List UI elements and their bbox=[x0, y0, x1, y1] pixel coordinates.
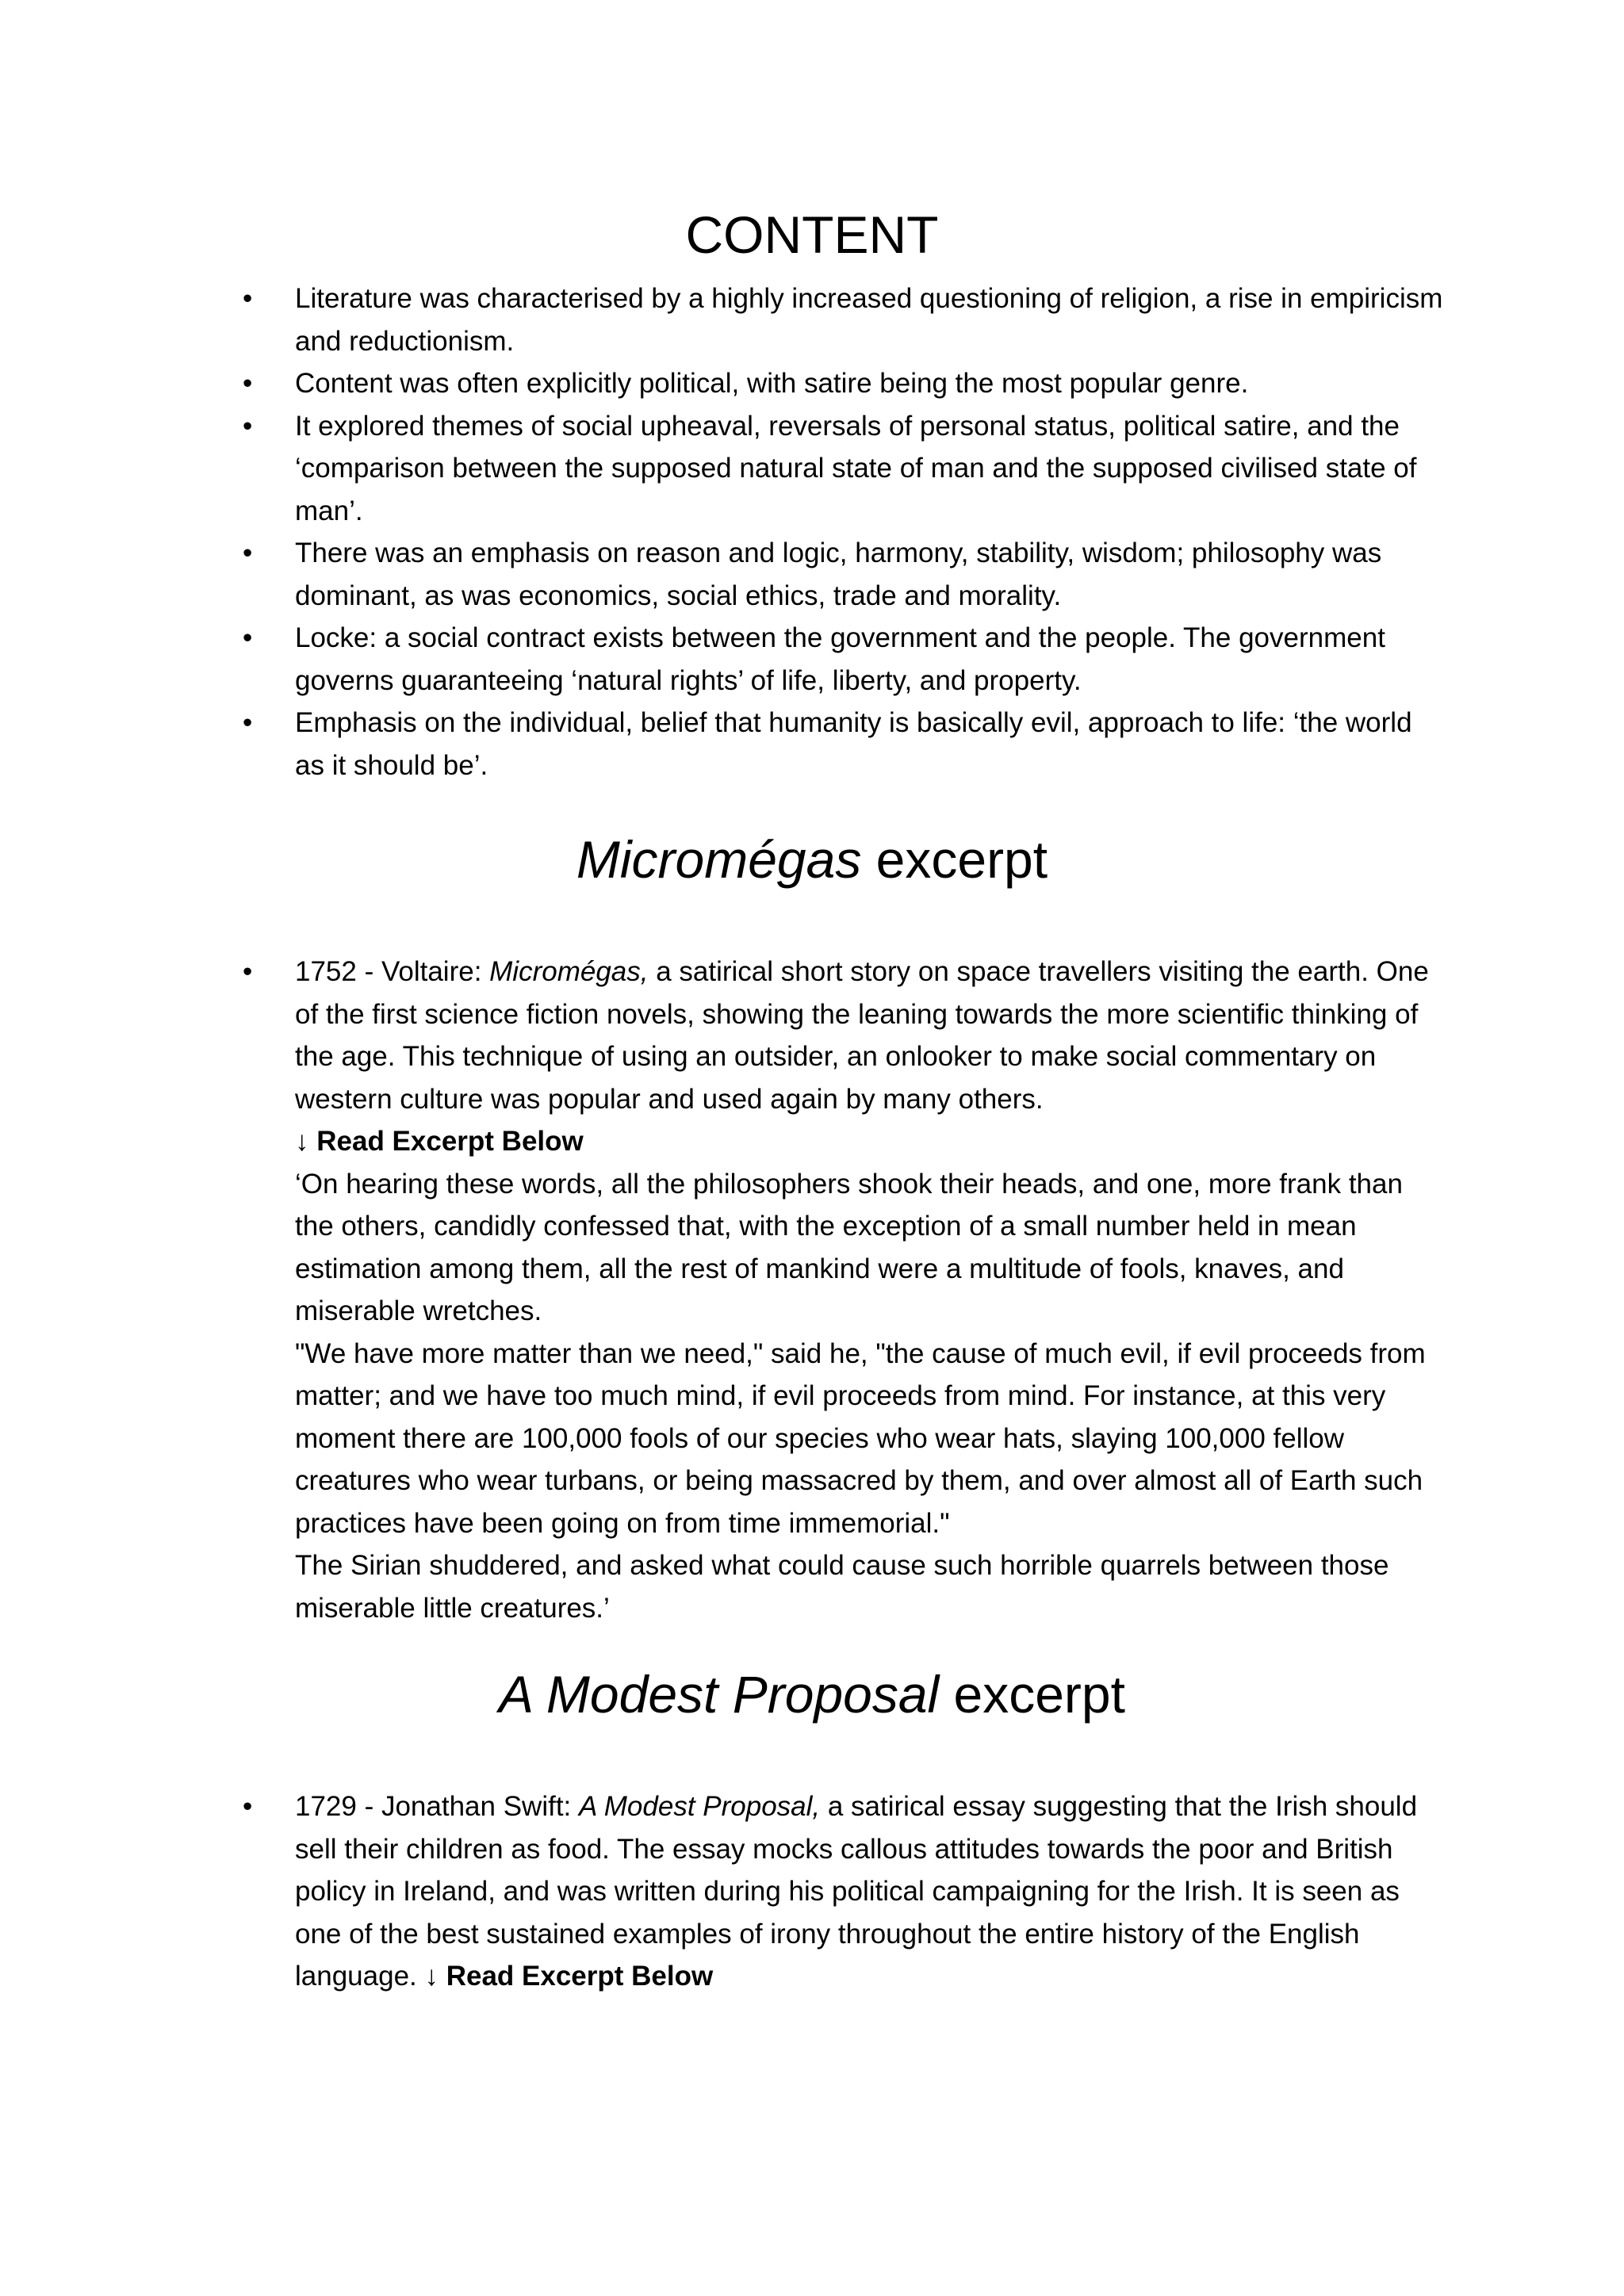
micromegas-heading-suffix: excerpt bbox=[861, 830, 1048, 889]
micromegas-intro bbox=[295, 951, 1443, 1120]
list-item bbox=[238, 617, 1443, 702]
bullet-icon: • bbox=[243, 956, 253, 987]
down-arrow-icon: ↓ bbox=[424, 1961, 439, 1992]
list-item bbox=[238, 277, 1443, 362]
modest-proposal-heading-suffix: excerpt bbox=[939, 1665, 1125, 1724]
excerpt-paragraph: The Sirian shuddered, and asked what could cause such horrible quarrels between those miserable little creatures.’ bbox=[295, 1550, 1389, 1624]
read-excerpt-line bbox=[295, 1120, 1443, 1163]
list-item bbox=[238, 951, 1443, 1629]
bullet-text: There was an emphasis on reason and logic, harmony, stability, wisdom; philosophy was dominant, as was economics, social ethics, trade and morality. bbox=[295, 538, 1382, 611]
list-item bbox=[238, 532, 1443, 617]
excerpt-paragraph: "We have more matter than we need," said he, "the cause of much evil, if evil proceeds from matter; and we have too much mind, if evil proceeds from mind. For instance, at this very moment there are 100,000 fools of our species who wear hats, slaying 100,000 fellow creatures who wear turbans, or being massacred by them, and over almost all of Earth such practices have been going on from time immemorial." bbox=[295, 1337, 1426, 1539]
bullet-icon: • bbox=[243, 368, 253, 399]
list-item bbox=[238, 362, 1443, 405]
bullet-icon: • bbox=[243, 538, 253, 568]
bullet-icon: • bbox=[243, 707, 253, 738]
modest-proposal-heading-title: A Modest Proposal bbox=[499, 1665, 940, 1724]
intro-prefix: 1729 - Jonathan Swift: bbox=[295, 1791, 579, 1822]
bullet-text: Literature was characterised by a highly increased questioning of religion, a rise in empiricism and reductionism. bbox=[295, 283, 1443, 357]
content-bullet-list bbox=[238, 277, 1443, 786]
list-item bbox=[238, 702, 1443, 786]
bullet-icon: • bbox=[243, 622, 253, 653]
list-item bbox=[238, 1785, 1443, 1998]
intro-title: A Modest Proposal, bbox=[579, 1791, 821, 1822]
read-excerpt-label: Read Excerpt Below bbox=[316, 1126, 584, 1157]
bullet-text: Content was often explicitly political, with satire being the most popular genre. bbox=[295, 368, 1249, 399]
intro-prefix: 1752 - Voltaire: bbox=[295, 956, 490, 987]
micromegas-list bbox=[238, 951, 1443, 1629]
list-item bbox=[238, 405, 1443, 533]
modest-proposal-heading bbox=[0, 1663, 1624, 1726]
modest-proposal-list bbox=[238, 1785, 1443, 1998]
content-heading: CONTENT bbox=[685, 205, 939, 264]
micromegas-heading-title: Micromégas bbox=[576, 830, 862, 889]
intro-text: a satirical essay suggesting that the Irish should sell their children as food. The essay mocks callous attitudes towards the poor and British policy in Ireland, and was written during his political campaigning for the Irish. It is seen as one of the best sustained examples of irony throughout the entire history of the English language. bbox=[295, 1791, 1418, 1992]
bullet-text: It explored themes of social upheaval, reversals of personal status, political satire, and the ‘comparison between the supposed natural state of man and the supposed civilised state of man’. bbox=[295, 410, 1417, 526]
bullet-icon: • bbox=[243, 283, 253, 314]
bullet-text: Locke: a social contract exists between the government and the people. The government governs guaranteeing ‘natural rights’ of life, liberty, and property. bbox=[295, 622, 1385, 696]
intro-title: Micromégas, bbox=[489, 956, 649, 987]
micromegas-heading bbox=[0, 828, 1624, 891]
excerpt-paragraph: ‘On hearing these words, all the philosophers shook their heads, and one, more frank than the others, candidly confessed that, with the exception of a small number held in mean estimation among them, all the rest of mankind were a multitude of fools, knaves, and miserable wretches. bbox=[295, 1168, 1403, 1326]
down-arrow-icon: ↓ bbox=[295, 1126, 309, 1157]
intro-text: a satirical short story on space travellers visiting the earth. One of the first science fiction novels, showing the leaning towards the more scientific thinking of the age. This technique of using an outsider, an onlooker to make social commentary on western culture was popular and used again by many others. bbox=[295, 956, 1429, 1115]
bullet-icon: • bbox=[243, 1791, 253, 1822]
read-excerpt-label: Read Excerpt Below bbox=[446, 1961, 714, 1992]
bullet-text: Emphasis on the individual, belief that humanity is basically evil, approach to life: ‘the world as it should be’. bbox=[295, 707, 1412, 781]
bullet-icon: • bbox=[243, 410, 253, 442]
modest-proposal-intro bbox=[295, 1785, 1443, 1998]
